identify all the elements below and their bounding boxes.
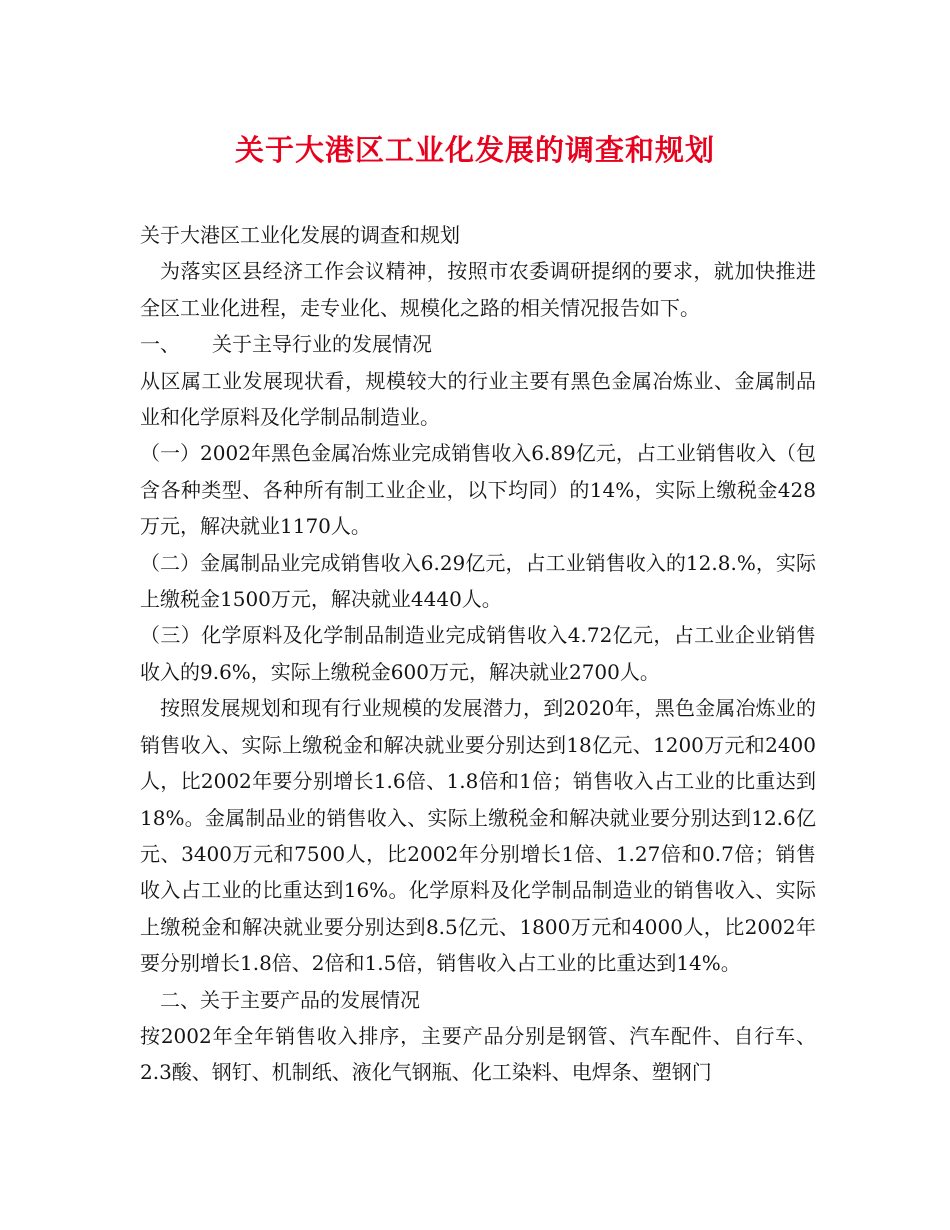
document-title: 关于大港区工业化发展的调查和规划 xyxy=(234,133,715,167)
section-1-number: 一、 xyxy=(140,332,180,357)
section-2-heading: 二、关于主要产品的发展情况 xyxy=(160,987,420,1012)
intro-paragraph: 为落实区县经济工作会议精神，按照市农委调研提纲的要求，就加快推进全区工业化进程，走专业化、规模化之路的相关情况报告如下。 xyxy=(140,259,816,320)
item-1-paragraph: （一）2002年黑色金属冶炼业完成销售收入6.89亿元，占工业销售收入（包含各种类型、各种所有制工业企业，以下均同）的14%，实际上缴税金428万元，解决就业1170人。 xyxy=(140,441,816,539)
document-body xyxy=(140,217,816,1091)
plan-paragraph: 按照发展规划和现有行业规模的发展潜力，到2020年，黑色金属冶炼业的销售收入、实际上缴税金和解决就业要分别达到18亿元、1200万元和2400人，比2002年要分别增长1.6倍、1.8倍和1倍；销售收入占工业的比重达到18%。金属制品业的销售收入、实际上缴税金和解决就业要分别达到12.6亿元、3400万元和7500人，比2002年分别增长1倍、1.27倍和0.7倍；销售收入占工业的比重达到16%。化学原料及化学制品制造业的销售收入、实际上缴税金和解决就业要分别达到8.5亿元、1800万元和4000人，比2002年要分别增长1.8倍、2倍和1.5倍，销售收入占工业的比重达到14%。 xyxy=(140,696,816,976)
item-3-paragraph: （三）化学原料及化学制品制造业完成销售收入4.72亿元，占工业企业销售收入的9.6%，实际上缴税金600万元，解决就业2700人。 xyxy=(140,623,816,684)
document-subtitle: 关于大港区工业化发展的调查和规划 xyxy=(140,223,460,247)
overview-paragraph: 从区属工业发展现状看，规模较大的行业主要有黑色金属冶炼业、金属制品业和化学原料及化学制品制造业。 xyxy=(140,368,816,430)
section-1-title: 关于主导行业的发展情况 xyxy=(212,332,432,357)
products-paragraph: 按2002年全年销售收入排序，主要产品分别是钢管、汽车配件、自行车、2.3酸、钢钉、机制纸、液化气钢瓶、化工染料、电焊条、塑钢门 xyxy=(140,1023,816,1085)
item-2-paragraph: （二）金属制品业完成销售收入6.29亿元，占工业销售收入的12.8.%，实际上缴税金1500万元，解决就业4440人。 xyxy=(140,550,816,612)
section-1-heading xyxy=(140,326,816,362)
